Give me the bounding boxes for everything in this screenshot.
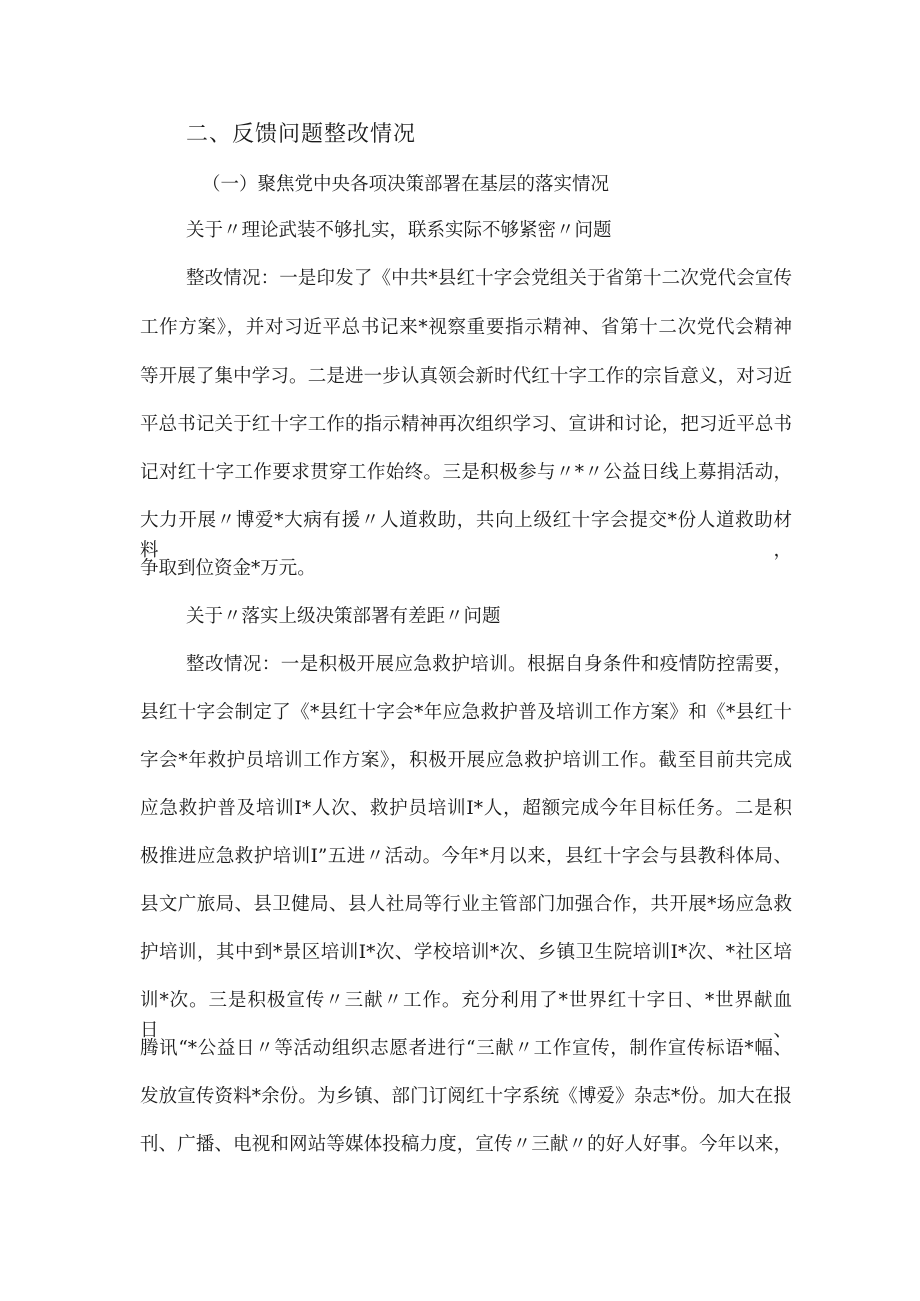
paragraph-line: 应急救护普及培训I*人次、救护员培训I*人，超额完成今年目标任务。二是积 (140, 798, 792, 819)
paragraph-line: 腾讯“*公益日〃等活动组织志愿者进行“三献〃工作宣传，制作宣传标语*幅、 (140, 1038, 792, 1059)
issue-title: 关于〃落实上级决策部署有差距〃问题 (186, 606, 501, 627)
paragraph-line: 大力开展〃博爱*大病有援〃人道救助，共向上级红十字会提交*份人道救助材料， (140, 510, 792, 561)
paragraph-line: 发放宣传资料*余份。为乡镇、部门订阅红十字系统《博爱》杂志*份。加大在报 (140, 1086, 792, 1107)
paragraph-line: 整改情况：一是积极开展应急救护培训。根据自身条件和疫情防控需要， (186, 654, 792, 675)
paragraph-line: 县红十字会制定了《*县红十字会*年应急救护普及培训工作方案》和《*县红十 (140, 702, 792, 723)
paragraph-line: 等开展了集中学习。二是进一步认真领会新时代红十字工作的宗旨意义，对习近 (140, 366, 792, 387)
paragraph-line: 极推进应急救护培训I”五进〃活动。今年*月以来，县红十字会与县教科体局、 (140, 846, 792, 867)
paragraph-line: 训*次。三是积极宣传〃三献〃工作。充分利用了*世界红十字日、*世界献血日、 (140, 990, 792, 1041)
paragraph-line: 刊、广播、电视和网站等媒体投稿力度，宣传〃三献〃的好人好事。今年以来， (140, 1134, 792, 1155)
paragraph-line: 整改情况：一是印发了《中共*县红十字会党组关于省第十二次党代会宣传 (186, 268, 792, 289)
paragraph-line: 平总书记关于红十字工作的指示精神再次组织学习、宣讲和讨论，把习近平总书 (140, 414, 792, 435)
paragraph-line: 县文广旅局、县卫健局、县人社局等行业主管部门加强合作，共开展*场应急救 (140, 894, 792, 915)
paragraph-line: 字会*年救护员培训工作方案》，积极开展应急救护培训工作。截至目前共完成 (140, 750, 792, 771)
paragraph-line: 争取到位资金*万元。 (140, 558, 316, 579)
paragraph-line: 护培训，其中到*景区培训I*次、学校培训*次、乡镇卫生院培训I*次、*社区培 (140, 942, 792, 963)
paragraph-line: 记对红十字工作要求贯穿工作始终。三是积极参与〃*〃公益日线上募捐活动， (140, 462, 792, 483)
section-heading: 二、反馈问题整改情况 (186, 122, 417, 147)
paragraph-line: 工作方案》，并对习近平总书记来*视察重要指示精神、省第十二次党代会精神 (140, 317, 792, 338)
issue-title: 关于〃理论武装不够扎实，联系实际不够紧密〃问题 (186, 220, 612, 241)
subsection-heading: （一）聚焦党中央各项决策部署在基层的落实情况 (202, 174, 610, 195)
